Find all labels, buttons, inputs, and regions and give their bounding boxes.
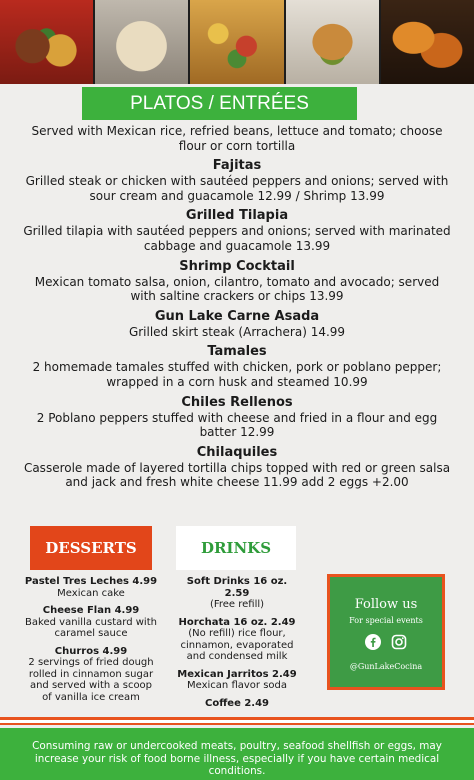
food-photo-nachos [190, 0, 285, 84]
menu-item-name: Tamales [207, 344, 267, 360]
drinks-heading: DRINKS [176, 526, 296, 570]
menu-item-desc: Mexican tomato salsa, onion, cilantro, tomato and avocado; served with saltine crackers or chips 13.99 [34, 274, 440, 304]
desserts-heading: DESSERTS [30, 526, 152, 570]
dessert-desc: Mexican cake [57, 587, 125, 599]
desserts-list [24, 576, 158, 703]
follow-title: Follow us [354, 597, 418, 612]
menu-item [22, 394, 452, 440]
dessert-desc: 2 servings of fried dough rolled in cinnamon sugar and served with a scoop of vanilla ice cream [28, 657, 154, 703]
menu-item-name: Gun Lake Carne Asada [154, 308, 320, 324]
follow-subtitle: For special events [349, 616, 423, 625]
dessert-name: Churros 4.99 [54, 645, 128, 657]
menu-item [22, 444, 452, 490]
menu-item-name: Chilaquiles [196, 444, 278, 460]
menu-item-name: Grilled Tilapia [185, 208, 289, 224]
menu-item [22, 207, 452, 253]
menu-item-desc: Grilled skirt steak (Arrachera) 14.99 [128, 324, 346, 339]
social-box [327, 574, 445, 690]
drink-desc: Mexican flavor soda [187, 680, 287, 691]
drink-name: Soft Drinks 16 oz. 2.59 [186, 576, 288, 599]
menu-item-desc: 2 Poblano peppers stuffed with cheese and fried in a flour and egg batter 12.99 [36, 410, 438, 440]
menu-item-desc: Grilled steak or chicken with sautéed peppers and onions; served with sour cream and guacamole 12.99 / Shrimp 13.99 [25, 174, 449, 203]
facebook-icon[interactable] [365, 634, 381, 654]
menu-item-desc: 2 homemade tamales stuffed with chicken, pork or poblano pepper; wrapped in a corn husk and steamed 10.99 [32, 360, 442, 389]
food-photo-burrito [95, 0, 190, 84]
decorative-stripes [0, 717, 474, 728]
drink-name: Coffee 2.49 [204, 697, 270, 709]
menu-item-desc: Grilled tilapia with sautéed peppers and onions; served with marinated cabbage and guacamole 13.99 [23, 224, 451, 253]
drink-name: Horchata 16 oz. 2.49 [178, 616, 296, 628]
section-title-banner: PLATOS / ENTRÉES [82, 87, 357, 120]
food-photo-plantains [381, 0, 474, 84]
drink-name: Mexican Jarritos 2.49 [177, 668, 297, 680]
food-safety-notice: Consuming raw or undercooked meats, poultry, seafood shellfish or eggs, may increase your risk of food borne illness, especially if you have certain medical conditions. [0, 728, 474, 780]
dessert-name: Pastel Tres Leches 4.99 [24, 576, 158, 587]
menu-item [22, 258, 452, 304]
menu-item [22, 157, 452, 203]
menu-item-name: Fajitas [212, 158, 262, 174]
drink-desc: (Free refill) [209, 599, 265, 610]
menu-item-name: Chiles Rellenos [181, 394, 293, 410]
drinks-list [175, 576, 299, 709]
entrees-intro: Served with Mexican rice, refried beans, lettuce and tomato; choose flour or corn tortilla [31, 124, 443, 153]
social-handle[interactable]: @GunLakeCocina [349, 662, 423, 671]
dessert-name: Cheese Flan 4.99 [42, 605, 140, 616]
food-photo-carne-asada [0, 0, 95, 84]
menu-item-name: Shrimp Cocktail [179, 258, 295, 274]
drink-desc: (No refill) rice flour, cinnamon, evaporated and condensed milk [180, 628, 294, 662]
food-photo-torta [286, 0, 381, 84]
entrees-list [22, 124, 452, 490]
instagram-icon[interactable] [391, 634, 407, 654]
dessert-desc: Baked vanilla custard with caramel sauce [25, 616, 157, 639]
menu-item-desc: Casserole made of layered tortilla chips topped with red or green salsa and jack and fresh white cheese 11.99 add 2 eggs +2.00 [23, 460, 451, 490]
menu-item [22, 343, 452, 389]
menu-item [22, 308, 452, 340]
food-photo-strip [0, 0, 474, 84]
